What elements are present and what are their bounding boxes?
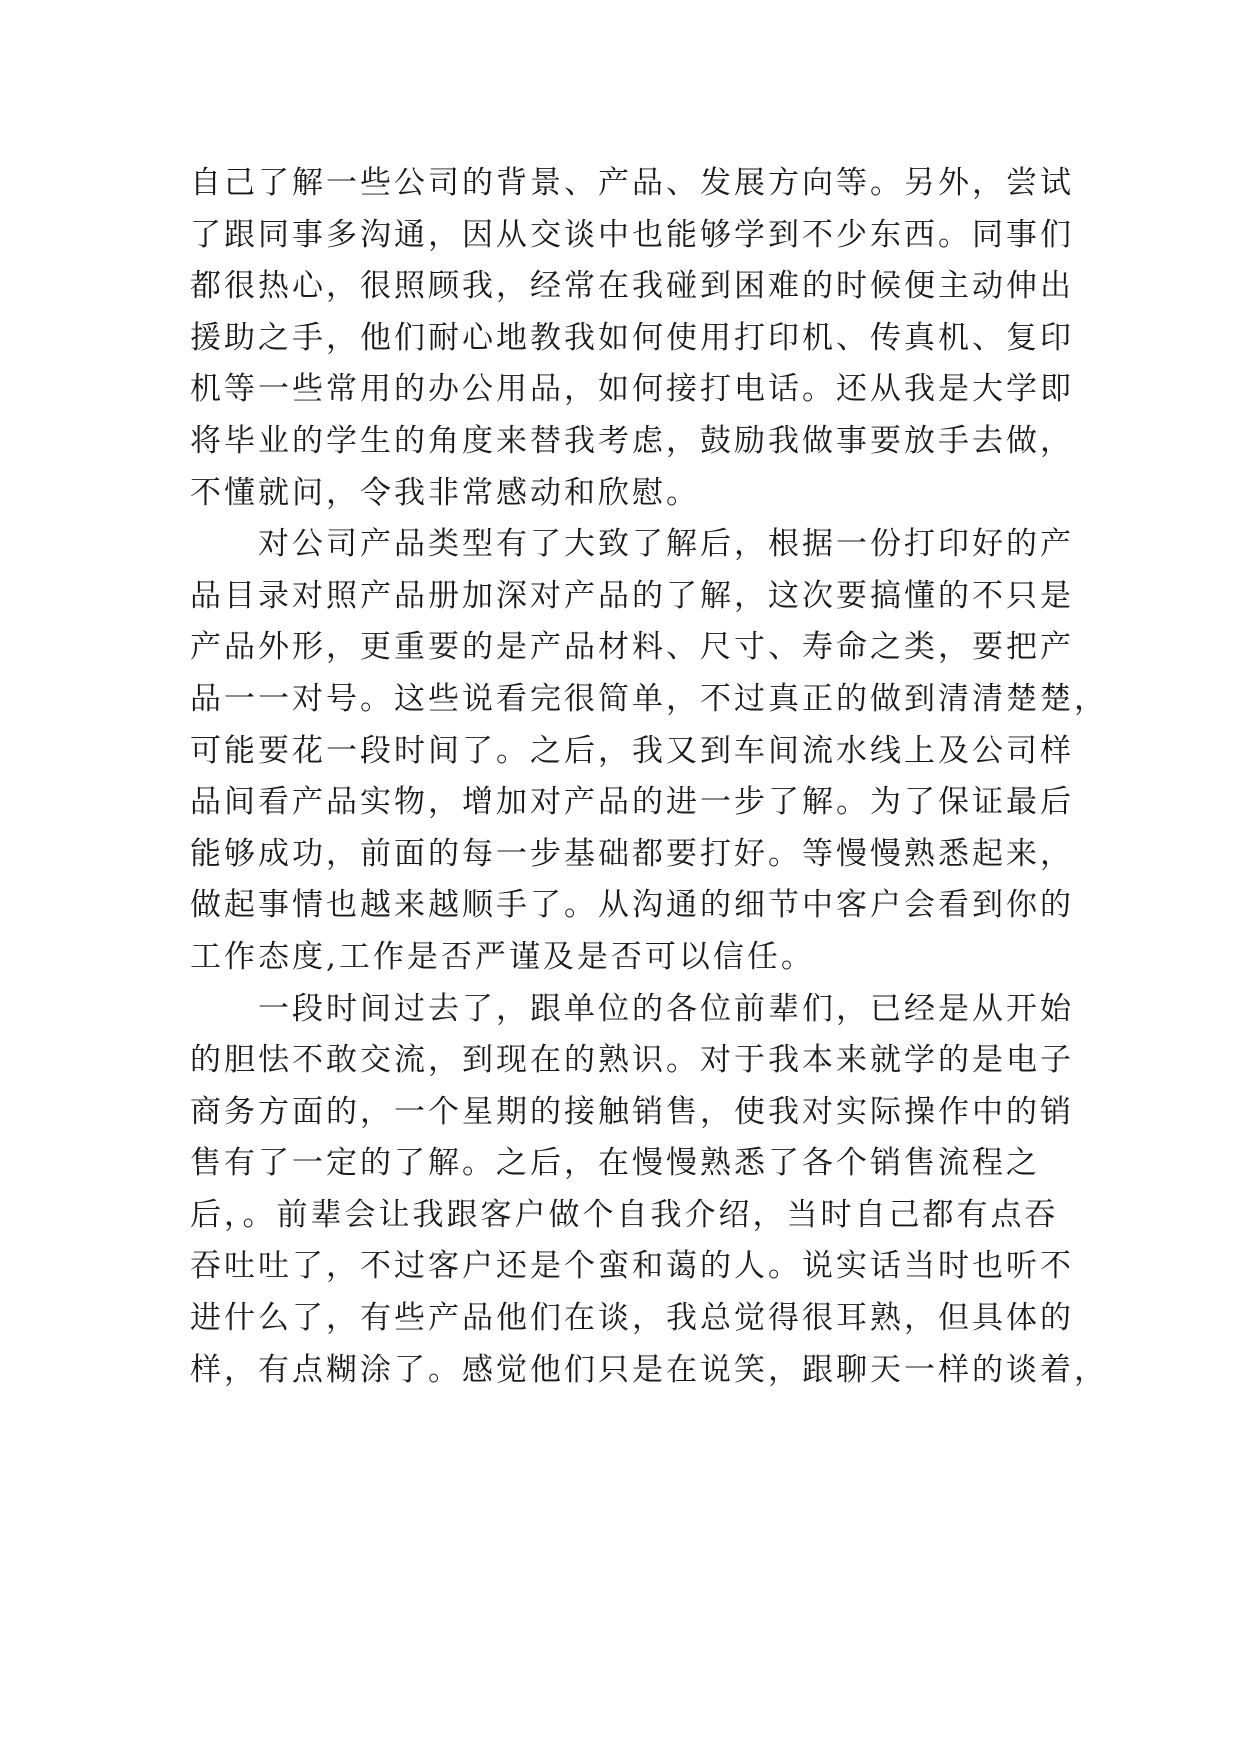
- text-line: 吞吐吐了，不过客户还是个蛮和蔼的人。说实话当时也听不: [190, 1248, 1074, 1285]
- text-line: 都很热心，很照顾我，经常在我碰到困难的时候便主动伸出: [190, 268, 1074, 305]
- text-line: 样，有点糊涂了。感觉他们只是在说笑，跟聊天一样的谈着，: [190, 1351, 1108, 1388]
- text-line: 能够成功，前面的每一步基础都要打好。等慢慢熟悉起来，: [190, 835, 1074, 872]
- text-line: 不懂就问，令我非常感动和欣慰。: [190, 474, 700, 511]
- body-text: [190, 158, 1108, 1396]
- text-line: 自己了解一些公司的背景、产品、发展方向等。另外，尝试: [190, 165, 1074, 201]
- text-line: 对公司产品类型有了大致了解后，根据一份打印好的产: [190, 526, 1074, 563]
- text-line: 商务方面的，一个星期的接触销售，使我对实际操作中的销: [190, 1093, 1074, 1130]
- text-line: 产品外形，更重要的是产品材料、尺寸、寿命之类，要把产: [190, 629, 1074, 666]
- text-line: 援助之手，他们耐心地教我如何使用打印机、传真机、复印: [190, 319, 1074, 356]
- text-line: 后，。前辈会让我跟客户做个自我介绍，当时自己都有点吞: [190, 1196, 1059, 1233]
- text-line: 可能要花一段时间了。之后，我又到车间流水线上及公司样: [190, 732, 1074, 769]
- text-line: 的胆怯不敢交流，到现在的熟识。对于我本来就学的是电子: [190, 1042, 1074, 1079]
- text-line: 售有了一定的了解。之后，在慢慢熟悉了各个销售流程之: [190, 1145, 1040, 1182]
- text-line: 进什么了，有些产品他们在谈，我总觉得很耳熟，但具体的: [190, 1300, 1074, 1337]
- text-line: 品一一对号。这些说看完很简单，不过真正的做到清清楚楚，: [190, 680, 1108, 717]
- text-line: 一段时间过去了，跟单位的各位前辈们，已经是从开始: [190, 990, 1074, 1027]
- text-line: 将毕业的学生的角度来替我考虑，鼓励我做事要放手去做，: [190, 422, 1074, 459]
- text-line: 机等一些常用的办公用品，如何接打电话。还从我是大学即: [190, 371, 1074, 408]
- text-line: 工作态度,工作是否严谨及是否可以信任。: [190, 938, 815, 975]
- text-line: 做起事情也越来越顺手了。从沟通的细节中客户会看到你的: [190, 887, 1074, 924]
- text-line: 了跟同事多沟通，因从交谈中也能够学到不少东西。同事们: [190, 216, 1074, 253]
- text-line: 品间看产品实物，增加对产品的进一步了解。为了保证最后: [190, 784, 1074, 821]
- text-line: 品目录对照产品册加深对产品的了解，这次要搞懂的不只是: [190, 577, 1074, 614]
